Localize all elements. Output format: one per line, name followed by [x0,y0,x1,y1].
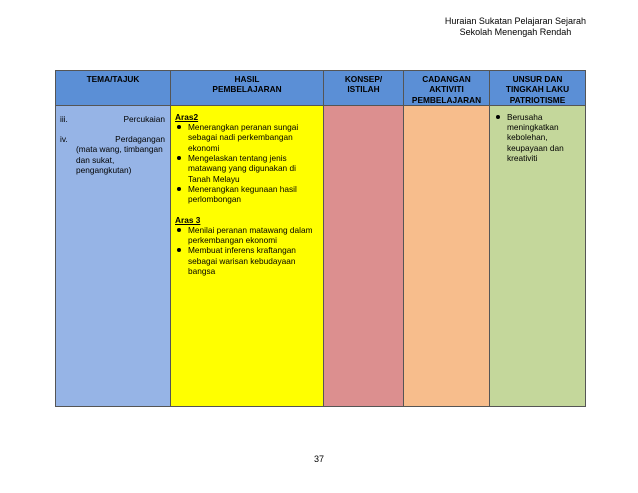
header-aktiviti: CADANGAN AKTIVITI PEMBELAJARAN [404,71,490,106]
list-item: Berusaha meningkatkan kebolehan, keupayaan dan kreativiti [494,112,581,163]
list-item: Menerangkan kegunaan hasil perlombongan [175,184,319,205]
tema-subtext: (mata wang, timbangan dan sukat, pengangkutan) [76,144,163,176]
syllabus-table [55,70,586,407]
bullet-icon [177,248,181,252]
bullet-icon [177,228,181,232]
page-number: 37 [313,454,324,464]
list-item: Membuat inferens kraftangan sebagai warisan kebudayaan bangsa [175,245,319,276]
konsep-cell [324,105,404,406]
aras-heading: Aras2 [175,111,199,122]
header-subtitle: Sekolah Menengah Rendah [459,27,572,37]
tema-cell [56,105,171,406]
list-item: Menilai peranan matawang dalam perkembangan ekonomi [175,225,319,246]
hasil-cell [171,105,324,406]
unsur-cell [490,105,586,406]
bullet-icon [177,187,181,191]
bullet-icon [177,156,181,160]
header-konsep: KONSEP/ ISTILAH [324,71,404,106]
list-item: Menerangkan peranan sungai sebagai nadi perkembangan ekonomi [175,122,319,153]
tema-item: iii. Percukaian [60,113,165,124]
list-item: Mengelaskan tentang jenis matawang yang digunakan di Tanah Melayu [175,153,319,184]
bullet-icon [177,125,181,129]
header-title: Huraian Sukatan Pelajaran Sejarah [444,16,586,26]
header-tema: TEMA/TAJUK [56,71,171,106]
table-body-row [56,105,586,406]
aras-heading: Aras 3 [175,214,201,225]
tema-item: iv. Perdagangan [60,134,165,145]
document-header [445,16,586,38]
aktiviti-cell [404,105,490,406]
header-unsur: UNSUR DAN TINGKAH LAKU PATRIOTISME [490,71,586,106]
header-hasil: HASIL PEMBELAJARAN [171,71,324,106]
table-header-row [56,71,586,106]
bullet-icon [496,115,500,119]
